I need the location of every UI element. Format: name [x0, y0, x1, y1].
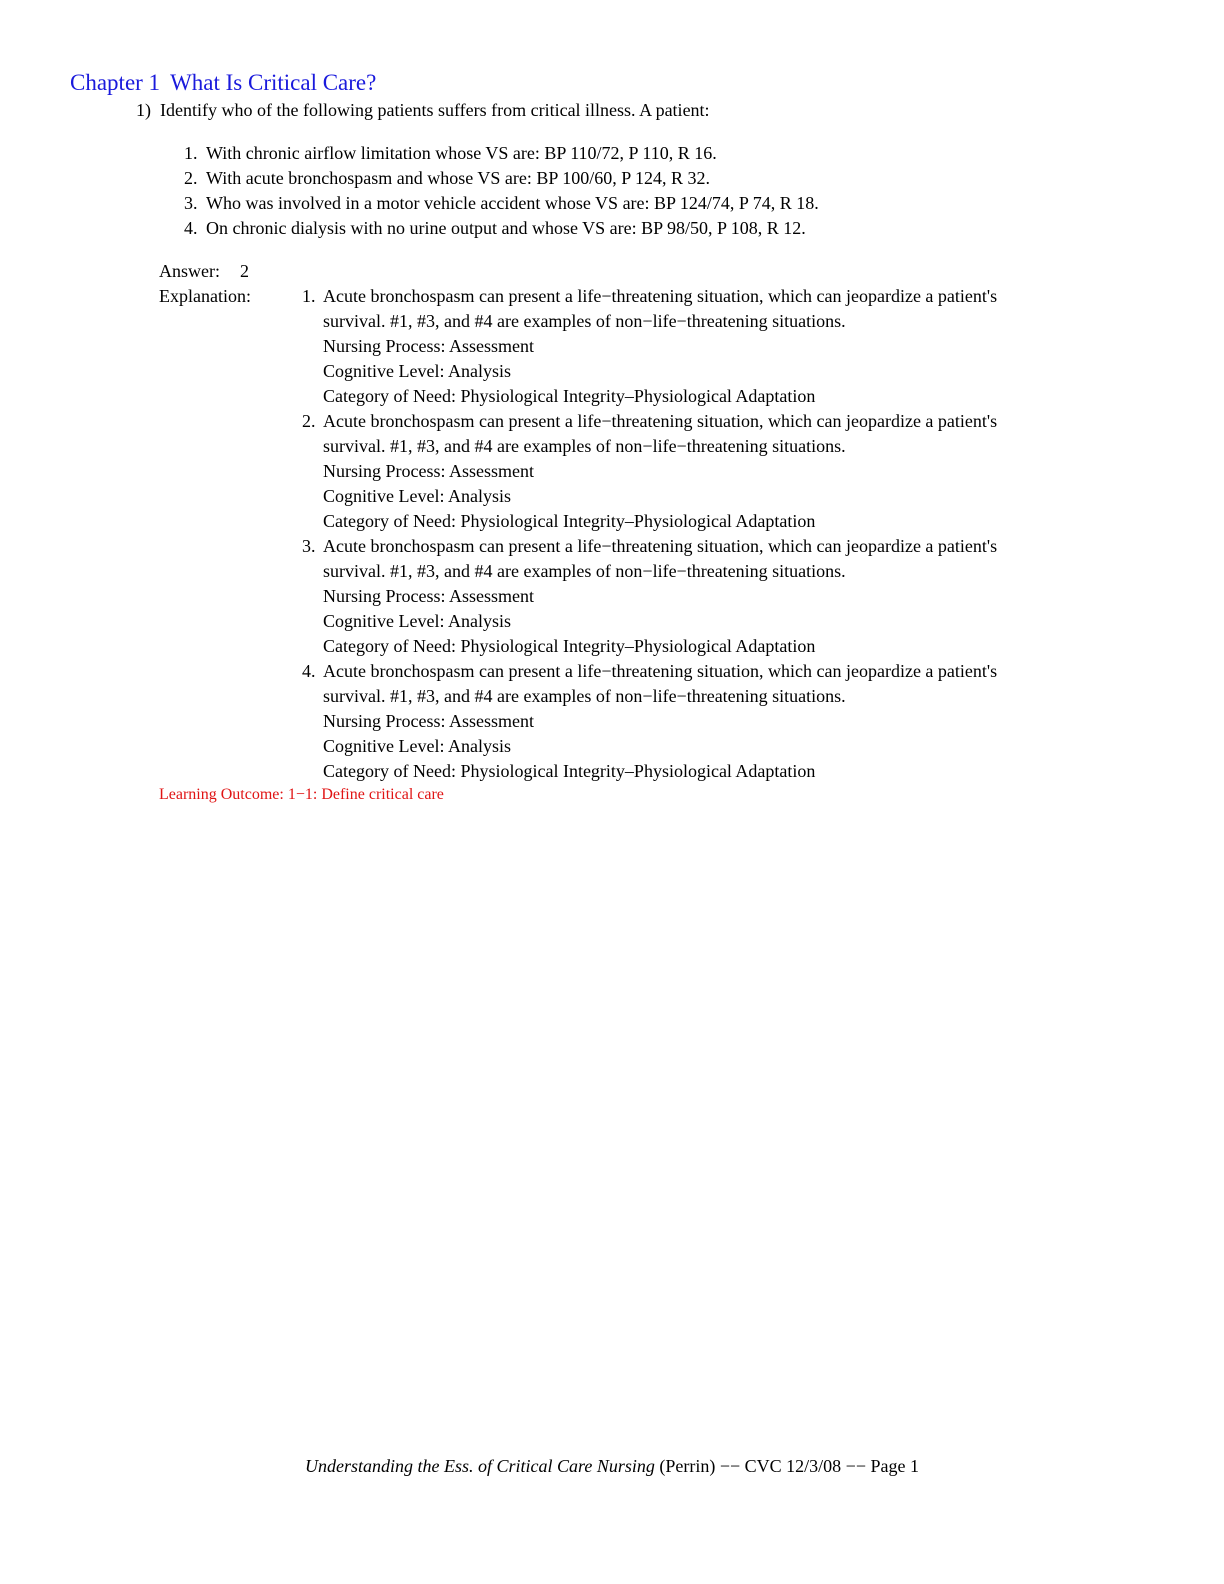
explanation-row	[159, 284, 1136, 784]
explanation-number: 3.	[302, 536, 316, 556]
explanation-number: 1.	[302, 286, 316, 306]
explanation-text-line: survival. #1, #3, and #4 are examples of non−life−threatening situations.	[323, 436, 846, 456]
chapter-heading	[70, 70, 376, 96]
explanation-number: 4.	[302, 661, 316, 681]
option-item	[184, 141, 1136, 166]
explanation-label: Explanation:	[159, 286, 251, 306]
explanation-item	[302, 534, 1136, 659]
option-number: 3.	[184, 193, 198, 213]
option-item	[184, 216, 1136, 241]
option-number: 4.	[184, 218, 198, 238]
explanation-number: 2.	[302, 411, 316, 431]
explanation-text-line: Acute bronchospasm can present a life−threatening situation, which can jeopardize a patient's	[323, 661, 998, 681]
explanation-item	[302, 284, 1136, 409]
option-item	[184, 166, 1136, 191]
category-of-need: Category of Need: Physiological Integrity–Physiological Adaptation	[323, 761, 816, 781]
explanation-text-line: Acute bronchospasm can present a life−threatening situation, which can jeopardize a patient's	[323, 536, 998, 556]
explanation-text-line: Acute bronchospasm can present a life−threatening situation, which can jeopardize a patient's	[323, 411, 998, 431]
option-number: 2.	[184, 168, 198, 188]
explanation-text-line: survival. #1, #3, and #4 are examples of non−life−threatening situations.	[323, 686, 846, 706]
learning-outcome: Learning Outcome: 1−1: Define critical care	[159, 786, 444, 803]
cognitive-level: Cognitive Level: Analysis	[323, 736, 511, 756]
explanation-text-line: survival. #1, #3, and #4 are examples of non−life−threatening situations.	[323, 311, 846, 331]
explanation-body	[323, 659, 1136, 784]
answer-options	[184, 141, 1136, 241]
cognitive-level: Cognitive Level: Analysis	[323, 611, 511, 631]
nursing-process: Nursing Process: Assessment	[323, 461, 534, 481]
footer-details: (Perrin) −− CVC 12/3/08 −− Page 1	[654, 1456, 919, 1476]
option-text: With acute bronchospasm and whose VS are: BP 100/60, P 124, R 32.	[206, 168, 711, 188]
option-text: With chronic airflow limitation whose VS are: BP 110/72, P 110, R 16.	[206, 143, 717, 163]
answer-row	[159, 259, 1136, 284]
explanation-text-line: Acute bronchospasm can present a life−threatening situation, which can jeopardize a patient's	[323, 286, 998, 306]
option-text: On chronic dialysis with no urine output and whose VS are: BP 98/50, P 108, R 12.	[206, 218, 806, 238]
nursing-process: Nursing Process: Assessment	[323, 336, 534, 356]
answer-section	[159, 259, 1136, 784]
category-of-need: Category of Need: Physiological Integrity–Physiological Adaptation	[323, 636, 816, 656]
nursing-process: Nursing Process: Assessment	[323, 711, 534, 731]
explanation-body	[323, 534, 1136, 659]
question-stem	[136, 98, 1136, 123]
answer-value: 2	[240, 261, 249, 281]
question-block	[136, 98, 1136, 806]
chapter-title: What Is Critical Care?	[170, 70, 377, 95]
category-of-need: Category of Need: Physiological Integrity–Physiological Adaptation	[323, 511, 816, 531]
explanation-item	[302, 659, 1136, 784]
option-number: 1.	[184, 143, 198, 163]
page-footer	[0, 1456, 1224, 1477]
question-text: Identify who of the following patients suffers from critical illness. A patient:	[160, 100, 710, 120]
explanation-body	[323, 284, 1136, 409]
footer-book-title: Understanding the Ess. of Critical Care Nursing	[305, 1456, 655, 1476]
question-number: 1)	[136, 100, 151, 120]
explanation-text-line: survival. #1, #3, and #4 are examples of non−life−threatening situations.	[323, 561, 846, 581]
option-item	[184, 191, 1136, 216]
explanation-body	[323, 409, 1136, 534]
nursing-process: Nursing Process: Assessment	[323, 586, 534, 606]
explanation-item	[302, 409, 1136, 534]
chapter-number: Chapter 1	[70, 70, 161, 95]
cognitive-level: Cognitive Level: Analysis	[323, 361, 511, 381]
cognitive-level: Cognitive Level: Analysis	[323, 486, 511, 506]
answer-label: Answer:	[159, 261, 220, 281]
category-of-need: Category of Need: Physiological Integrity–Physiological Adaptation	[323, 386, 816, 406]
option-text: Who was involved in a motor vehicle accident whose VS are: BP 124/74, P 74, R 18.	[206, 193, 819, 213]
explanation-list	[302, 284, 1136, 784]
